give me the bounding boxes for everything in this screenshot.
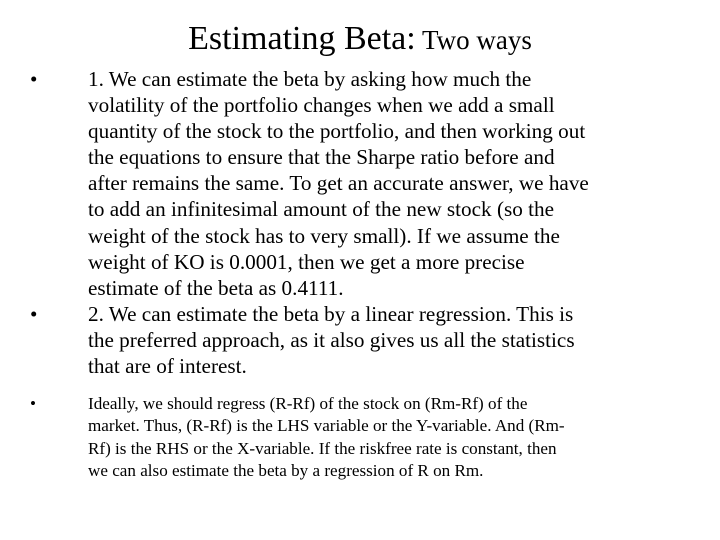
- title-main: Estimating Beta: [188, 20, 407, 57]
- bullet-icon: •: [30, 67, 38, 91]
- bullet-line: 1. We can estimate the beta by asking how much the: [88, 67, 532, 91]
- note-line: Ideally, we should regress (R-Rf) of the stock on (Rm-Rf) of the: [88, 394, 528, 413]
- bullet-icon: •: [30, 394, 36, 413]
- bullet-line: estimate of the beta as 0.4111.: [88, 275, 344, 300]
- note-line: market. Thus, (R-Rf) is the LHS variable or the Y-variable. And (Rm-: [88, 416, 565, 436]
- note-line: we can also estimate the beta by a regression of R on Rm.: [88, 461, 484, 481]
- bullet-line: 2. We can estimate the beta by a linear regression. This is: [88, 301, 574, 326]
- bullet-line: after remains the same. To get an accurate answer, we have: [88, 171, 589, 196]
- note-bullet-list: [30, 393, 670, 483]
- bullet-item-2: [30, 301, 670, 379]
- title-colon: :: [406, 20, 416, 57]
- bullet-item-1: [30, 66, 670, 301]
- bullet-line: volatility of the portfolio changes when we add a small: [88, 93, 555, 118]
- main-bullet-list: [30, 66, 670, 379]
- bullet-line: weight of KO is 0.0001, then we get a more precise: [88, 249, 525, 274]
- note-line: Rf) is the RHS or the X-variable. If the riskfree rate is constant, then: [88, 438, 557, 458]
- bullet-icon: •: [30, 301, 38, 326]
- bullet-line: that are of interest.: [88, 354, 247, 379]
- title-sub: Two ways: [415, 25, 532, 55]
- slide-title: [0, 22, 720, 56]
- bullet-line: the preferred approach, as it also gives us all the statistics: [88, 327, 575, 352]
- bullet-line: quantity of the stock to the portfolio, and then working out: [88, 119, 586, 144]
- bullet-line: to add an infinitesimal amount of the new stock (so the: [88, 197, 555, 222]
- bullet-line: the equations to ensure that the Sharpe ratio before and: [88, 145, 555, 170]
- bullet-line: weight of the stock has to very small). If we assume the: [88, 223, 560, 248]
- note-item: [30, 393, 670, 483]
